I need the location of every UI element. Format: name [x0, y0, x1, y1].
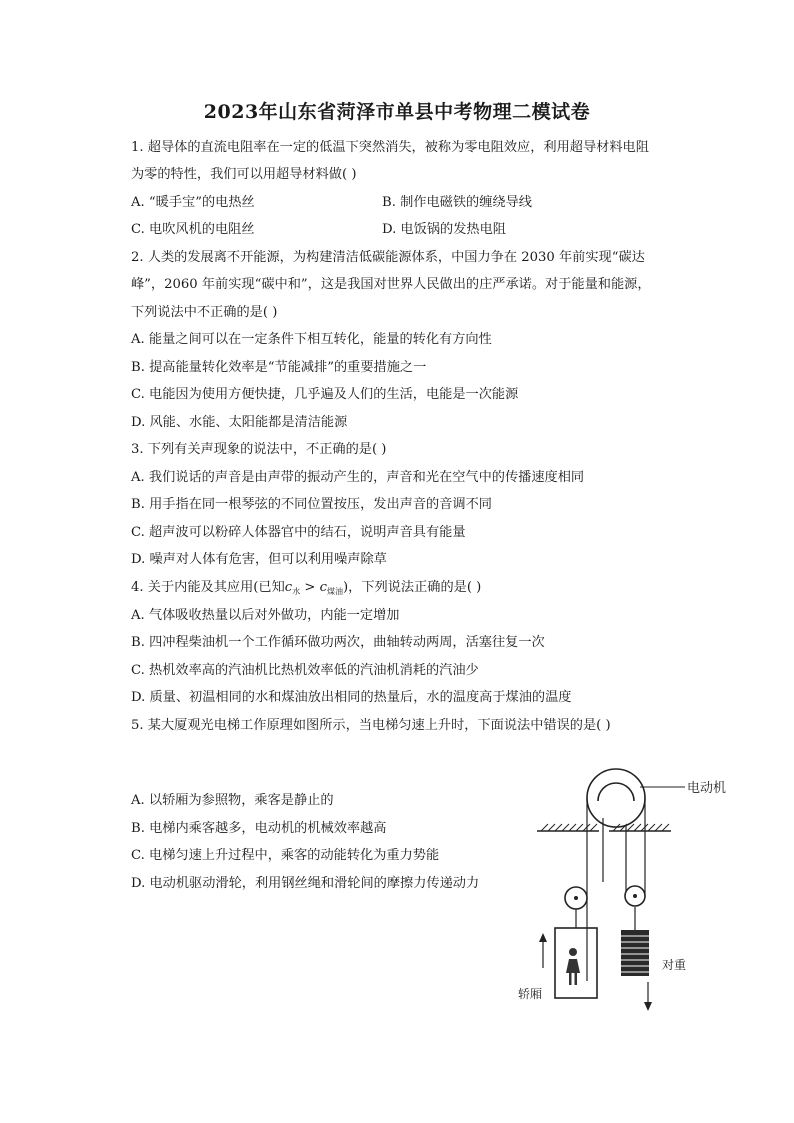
q2-option-a: A. 能量之间可以在一定条件下相互转化，能量的转化有方向性 [131, 332, 492, 347]
car-label: 轿厢 [518, 987, 543, 1001]
q4-option-d: D. 质量、初温相同的水和煤油放出相同的热量后，水的温度高于煤油的温度 [131, 690, 572, 705]
page-title: 2023年山东省菏泽市单县中考物理二模试卷 [203, 101, 591, 123]
down-arrow-head [644, 1002, 652, 1011]
ceiling-right-hatch [613, 824, 669, 831]
q2-stem-line1: 2. 人类的发展离不开能源，为构建清洁低碳能源体系，中国力争在 2030 年前实现“碳达 [131, 250, 645, 265]
q2-option-b: B. 提高能量转化效率是“节能减排”的重要措施之一 [131, 360, 427, 375]
q1-stem-line2: 为零的特性，我们可以用超导材料做( ) [131, 167, 357, 182]
counterweight-label: 对重 [662, 958, 687, 972]
q2-option-c: C. 电能因为使用方便快捷，几乎遍及人们的生活，电能是一次能源 [131, 387, 519, 402]
q2-stem-line2: 峰”，2060 年前实现“碳中和”，这是我国对世界人民做出的庄严承诺。对于能量和能源， [131, 277, 651, 292]
motor-label: 电动机 [687, 781, 727, 796]
q2-stem-line3: 下列说法中不正确的是( ) [131, 305, 278, 320]
q4-option-c: C. 热机效率高的汽油机比热机效率低的汽油机消耗的汽油少 [131, 663, 479, 678]
q1-option-c: C. 电吹风机的电阻丝 [131, 222, 255, 237]
q4-c-kerosene: c [319, 580, 328, 595]
q4-option-b: B. 四冲程柴油机一个工作循环做功两次，曲轴转动两周，活塞往复一次 [131, 635, 545, 650]
q4-c-water: c [284, 580, 293, 595]
q3-option-b: B. 用手指在同一根琴弦的不同位置按压，发出声音的音调不同 [131, 497, 492, 512]
q4-sub-kerosene: 煤油 [327, 587, 344, 596]
counterweight-pulley-axle [633, 894, 637, 898]
elevator-diagram [510, 770, 727, 1020]
q2-option-d: D. 风能、水能、太阳能都是清洁能源 [131, 415, 348, 430]
motor-drum-inner-arc [598, 783, 634, 801]
q5-option-c: C. 电梯匀速上升过程中，乘客的动能转化为重力势能 [131, 848, 440, 863]
q3-option-a: A. 我们说话的声音是由声带的振动产生的，声音和光在空气中的传播速度相同 [131, 470, 585, 485]
q1-option-b: B. 制作电磁铁的缠绕导线 [382, 195, 532, 210]
q4-stem-suffix: )，下列说法正确的是( ) [343, 580, 482, 595]
q1-option-d: D. 电饭锅的发热电阻 [382, 222, 506, 237]
q4-stem-line1 [131, 579, 481, 601]
up-arrow-head [539, 933, 547, 942]
q4-sub-water: 水 [292, 587, 301, 596]
q5-option-b: B. 电梯内乘客越多，电动机的机械效率越高 [131, 821, 387, 836]
q4-option-a: A. 气体吸收热量以后对外做功，内能一定增加 [131, 608, 400, 623]
q3-stem-line1: 3. 下列有关声现象的说法中，不正确的是( ) [131, 442, 387, 457]
q4-stem-prefix: 4. 关于内能及其应用(已知 [131, 580, 285, 595]
motor-drum [587, 769, 645, 827]
q1-stem-line1: 1. 超导体的直流电阻率在一定的低温下突然消失，被称为零电阻效应，利用超导材料电阻 [131, 140, 649, 155]
q5-option-d: D. 电动机驱动滑轮，利用钢丝绳和滑轮间的摩擦力传递动力 [131, 876, 480, 891]
q5-stem-line1: 5. 某大厦观光电梯工作原理如图所示，当电梯匀速上升时，下面说法中错误的是( ) [131, 718, 611, 733]
q3-option-c: C. 超声波可以粉碎人体器官中的结石，说明声音具有能量 [131, 525, 466, 540]
q4-greater-than: > [300, 580, 320, 595]
car-pulley-axle [574, 896, 578, 900]
q5-option-a: A. 以轿厢为参照物，乘客是静止的 [131, 793, 334, 808]
passenger-icon [566, 948, 580, 985]
q1-option-a: A. “暖手宝”的电热丝 [131, 195, 255, 210]
q3-option-d: D. 噪声对人体有危害，但可以利用噪声除草 [131, 552, 387, 567]
counterweight-block [621, 930, 649, 976]
ceiling-left-hatch [541, 824, 597, 831]
